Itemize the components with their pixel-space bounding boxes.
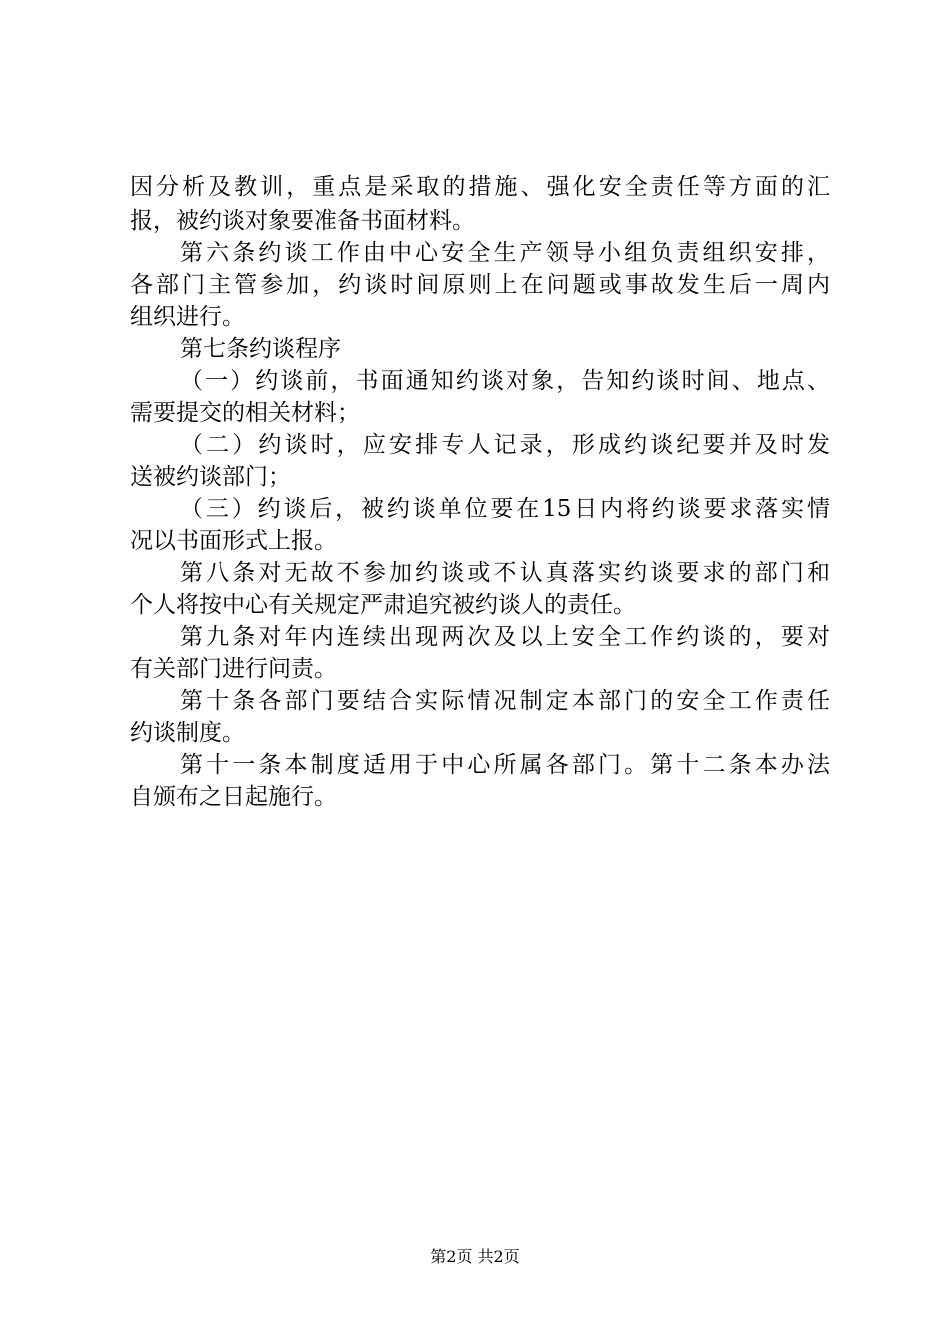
paragraph-line: 第七条约谈程序 <box>180 336 341 362</box>
paragraph-line: 需要提交的相关材料； <box>130 400 360 426</box>
page-number-footer: 第2页 共2页 <box>430 1247 520 1266</box>
paragraph-line: （三）约谈后，被约谈单位要在15日内将约谈要求落实情 <box>180 496 830 522</box>
paragraph-line: 因分析及教训，重点是采取的措施、强化安全责任等方面的汇 <box>130 174 830 200</box>
paragraph-line: 况以书面形式上报。 <box>130 528 337 554</box>
paragraph-line: 报，被约谈对象要准备书面材料。 <box>130 208 475 234</box>
paragraph-line: （二）约谈时，应安排专人记录，形成约谈纪要并及时发 <box>180 432 830 458</box>
paragraph-line: 第十一条本制度适用于中心所属各部门。第十二条本办法 <box>180 752 830 778</box>
paragraph-line: （一）约谈前，书面通知约谈对象，告知约谈时间、地点、 <box>180 368 830 394</box>
paragraph-line: 个人将按中心有关规定严肃追究被约谈人的责任。 <box>130 592 636 618</box>
paragraph-line: 自颁布之日起施行。 <box>130 784 337 810</box>
paragraph-line: 有关部门进行问责。 <box>130 656 337 682</box>
paragraph-line: 各部门主管参加，约谈时间原则上在问题或事故发生后一周内 <box>130 272 830 298</box>
paragraph-line: 组织进行。 <box>130 304 245 330</box>
paragraph-line: 送被约谈部门； <box>130 464 291 490</box>
paragraph-line: 第九条对年内连续出现两次及以上安全工作约谈的，要对 <box>180 624 830 650</box>
paragraph-line: 第十条各部门要结合实际情况制定本部门的安全工作责任 <box>180 688 830 714</box>
paragraph-line: 第六条约谈工作由中心安全生产领导小组负责组织安排， <box>180 240 830 266</box>
paragraph-line: 约谈制度。 <box>130 720 245 746</box>
paragraph-line: 第八条对无故不参加约谈或不认真落实约谈要求的部门和 <box>180 560 830 586</box>
